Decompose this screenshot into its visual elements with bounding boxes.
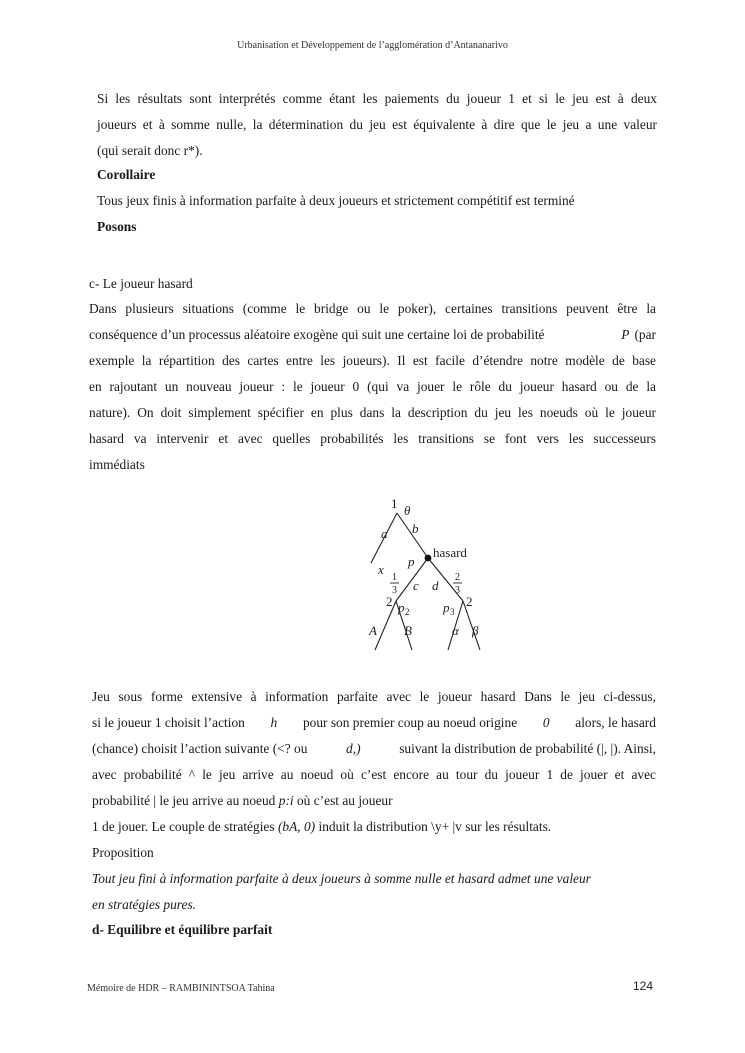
node-right-player-label: 2 [466,594,473,609]
line-text: (chance) choisit l’action suivante (<? ou [92,741,308,756]
line-text: suivant la distribution de probabilité (|, |). Ainsi, [399,741,656,756]
node-left-player-label: 2 [386,594,393,609]
proposition-title: Proposition [92,845,154,860]
p3-label: p [443,600,450,615]
leaf-x-label: x [378,562,384,577]
line-text: pour son premier coup au noeud origine [302,715,518,730]
leaf-B-label: B [404,623,412,638]
corollary-text: Tous jeux finis à information parfaite à deux joueurs et strictement compétitif est terminé [97,193,575,208]
line-text: 1 de jouer. Le couple de stratégies [92,819,275,834]
page-number: 124 [633,979,654,993]
edge-b-label: b [412,521,419,536]
paragraph-line: Dans plusieurs situations (comme le bridge ou le poker), certaines transitions peuvent être la [89,301,656,316]
paragraph-line: hasard va intervenir et avec quelles probabilités les transitions se font vers les successeurs [89,431,656,446]
node-p3: p:i [278,793,294,808]
line-text: induit la distribution \y+ |v sur les résultats. [318,819,552,834]
strategy-couple: (bA, 0) [277,819,316,834]
p3-subscript: 3 [450,607,455,617]
running-header: Urbanisation et Développement de l’agglomération d’Antananarivo [237,40,508,51]
line-text: (par [634,327,656,342]
paragraph-line [92,715,656,731]
edge-a-label: a [381,526,388,541]
action-d: d,) [346,741,361,756]
paragraph-line: Si les résultats sont interprétés comme étant les paiements du joueur 1 et si le jeu est à deux [97,91,657,106]
paragraph-line: en rajoutant un nouveau joueur : le joueur 0 (qui va jouer le rôle du joueur hasard ou de la [89,379,656,394]
p2-subscript: 2 [405,607,410,617]
line-text: probabilité | le jeu arrive au noeud [92,793,276,808]
paragraph-line: immédiats [89,457,145,472]
paragraph-line [92,793,393,809]
paragraph-line [89,327,656,343]
paragraph-line [92,741,656,757]
line-text: si le joueur 1 choisit l’action [92,715,245,730]
root-node-label: θ [404,503,411,518]
p-label: p [408,554,415,569]
paragraph-line: (qui serait donc r*). [97,143,203,158]
root-player-label: 1 [391,496,398,511]
line-text: conséquence d’un processus aléatoire exogène qui suit une certaine loi de probabilité [89,327,545,342]
prob-right-num: 2 [455,572,460,583]
paragraph-line: Jeu sous forme extensive à information parfaite avec le joueur hasard Dans le jeu ci-dessus, [92,689,656,704]
game-tree-figure [355,495,485,660]
section-d-heading: d- Equilibre et équilibre parfait [92,922,273,937]
paragraph-line: avec probabilité ^ le jeu arrive au noeud où c’est encore au tour du joueur 1 de jouer et avec [92,767,656,782]
line-text: où c’est au joueur [296,793,393,808]
p2-label: p [398,600,405,615]
proposition-line: en stratégies pures. [92,897,197,912]
paragraph-line: exemple la répartition des cartes entre les joueurs). Il est facile d’étendre notre modèle de base [89,353,656,368]
prob-right-den: 3 [455,585,460,596]
origin-node: 0 [542,715,550,730]
leaf-A-label: A [369,623,377,638]
action-h: h [270,715,278,730]
probability-symbol: P [621,327,630,342]
chance-node [425,555,432,562]
corollary-title: Corollaire [97,167,156,182]
section-c-heading: c- Le joueur hasard [89,276,193,291]
prob-left-den: 3 [392,585,397,596]
footer-author: Mémoire de HDR – RAMBININTSOA Tahina [87,983,275,994]
leaf-alpha-label: α [452,623,459,638]
paragraph-line: nature). On doit simplement spécifier en plus dans la description du jeu les noeuds où le joueur [89,405,656,420]
leaf-beta-label: β [472,623,479,638]
prob-left-num: 1 [392,572,397,583]
edge-d-label: d [432,578,439,593]
paragraph-line [92,819,551,835]
proposition-line: Tout jeu fini à information parfaite à deux joueurs à somme nulle et hasard admet une valeur [92,871,591,886]
paragraph-line: joueurs et à somme nulle, la détermination du jeu est équivalente à dire que le jeu a une valeur [97,117,657,132]
hasard-label: hasard [433,545,467,560]
edge-c-label: c [413,578,419,593]
posons-label: Posons [97,219,137,234]
line-text: alors, le hasard [575,715,656,730]
